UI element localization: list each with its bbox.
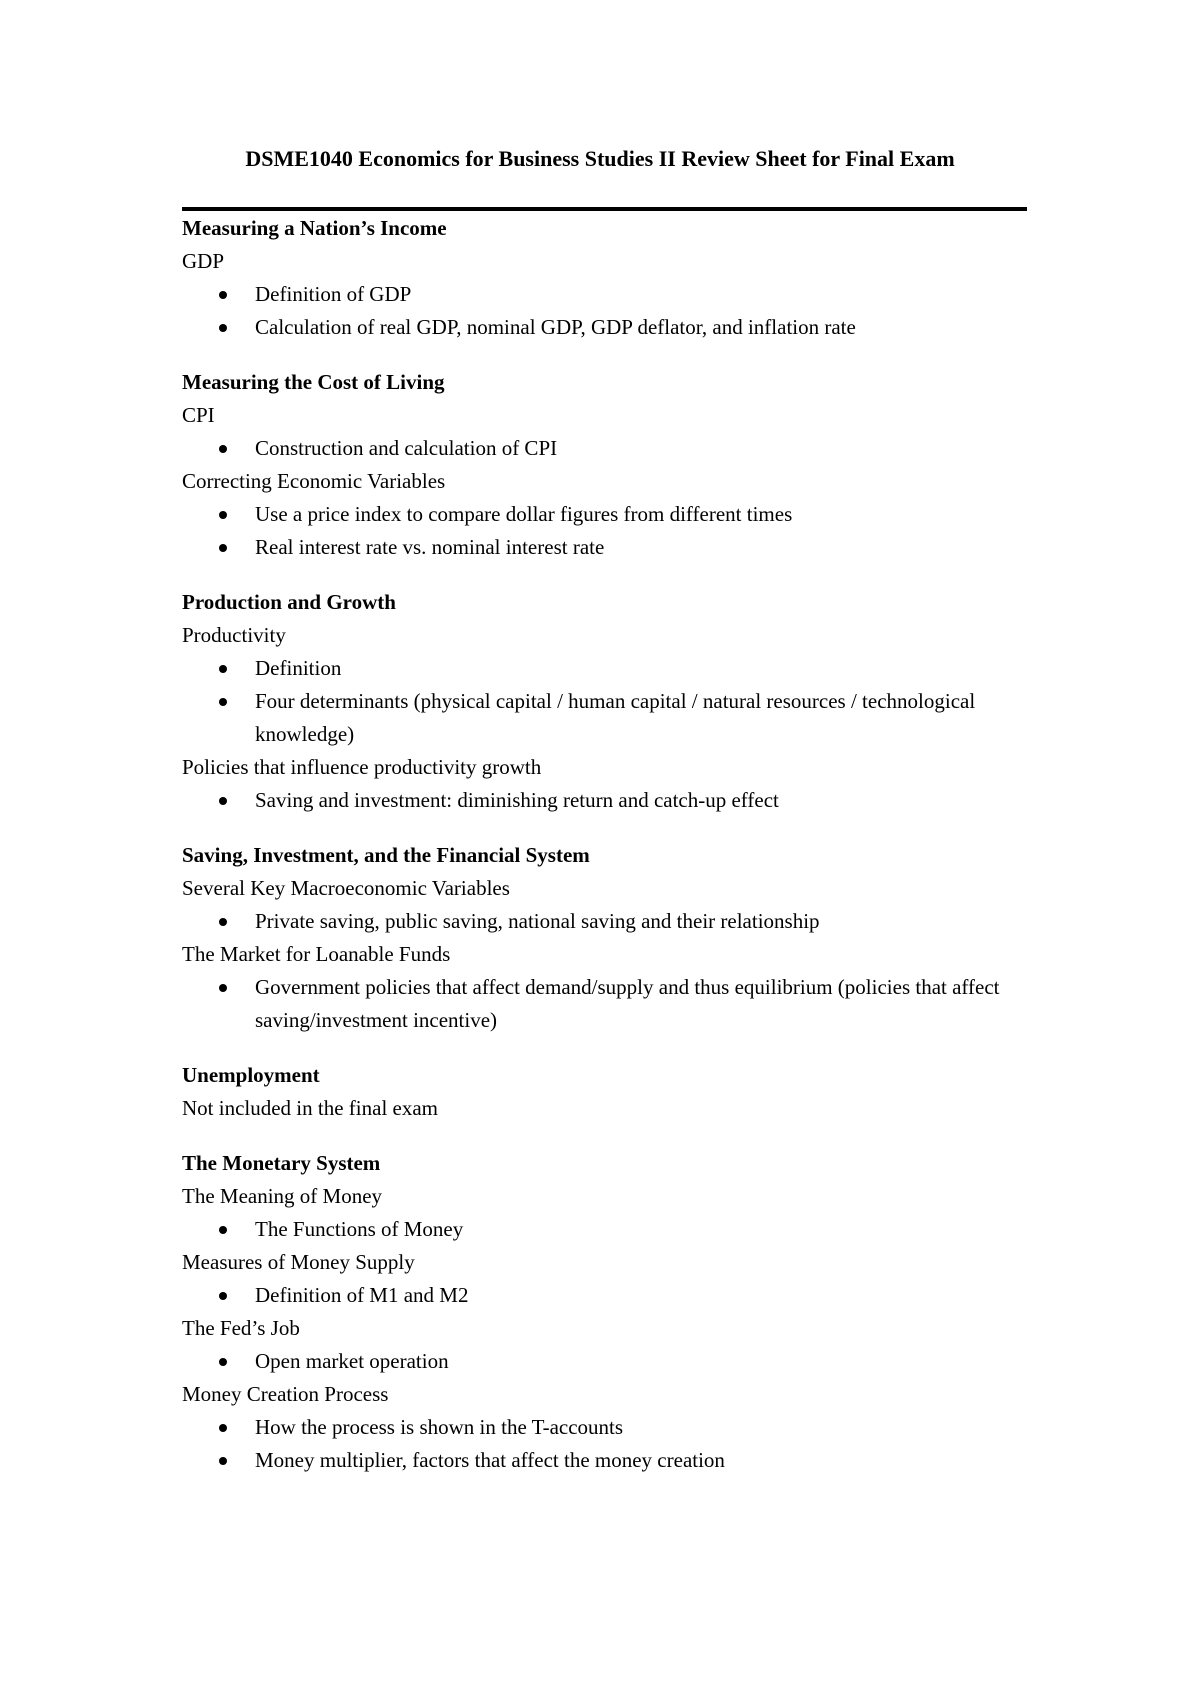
section xyxy=(182,839,1027,1037)
subheading: Money Creation Process xyxy=(182,1382,389,1406)
bullet-icon xyxy=(219,1226,227,1234)
bullet-list xyxy=(182,1213,1027,1246)
bullet-text: Real interest rate vs. nominal interest rate xyxy=(255,535,605,559)
section xyxy=(182,1147,1027,1477)
subheading: Not included in the final exam xyxy=(182,1096,439,1120)
subheading: CPI xyxy=(182,403,215,427)
bullet-list xyxy=(182,1279,1027,1312)
bullet-text: Calculation of real GDP, nominal GDP, GDP deflator, and inflation rate xyxy=(255,315,856,339)
bullet-list xyxy=(182,784,1027,817)
bullet-text: Use a price index to compare dollar figures from different times xyxy=(255,502,793,526)
section-heading: Production and Growth xyxy=(182,590,396,614)
bullet-icon xyxy=(219,511,227,519)
section-heading: Unemployment xyxy=(182,1063,320,1087)
bullet-icon xyxy=(219,1358,227,1366)
bullet-text: Private saving, public saving, national saving and their relationship xyxy=(255,909,820,933)
list-item xyxy=(182,498,1027,531)
bullet-icon xyxy=(219,797,227,805)
bullet-list xyxy=(182,652,1027,751)
section xyxy=(182,586,1027,817)
bullet-text: Money multiplier, factors that affect the money creation xyxy=(255,1448,725,1472)
section xyxy=(182,366,1027,564)
bullet-list xyxy=(182,971,1027,1037)
list-item xyxy=(182,1411,1027,1444)
subheading: Measures of Money Supply xyxy=(182,1250,415,1274)
bullet-icon xyxy=(219,445,227,453)
review-content xyxy=(182,212,1027,1499)
list-item xyxy=(182,311,1027,344)
bullet-text: How the process is shown in the T-accounts xyxy=(255,1415,624,1439)
subheading: Correcting Economic Variables xyxy=(182,469,446,493)
bullet-text: Four determinants (physical capital / human capital / natural resources / technological knowledge) xyxy=(255,689,976,746)
bullet-text: Definition xyxy=(255,656,342,680)
section-heading: Saving, Investment, and the Financial System xyxy=(182,843,590,867)
list-item xyxy=(182,531,1027,564)
subheading: The Market for Loanable Funds xyxy=(182,942,451,966)
bullet-icon xyxy=(219,1292,227,1300)
list-item xyxy=(182,1279,1027,1312)
list-item xyxy=(182,652,1027,685)
bullet-icon xyxy=(219,544,227,552)
bullet-list xyxy=(182,1345,1027,1378)
bullet-icon xyxy=(219,698,227,706)
subheading: Productivity xyxy=(182,623,286,647)
list-item xyxy=(182,432,1027,465)
bullet-list xyxy=(182,432,1027,465)
list-item xyxy=(182,1213,1027,1246)
list-item xyxy=(182,784,1027,817)
bullet-text: Government policies that affect demand/supply and thus equilibrium (policies that affect saving/investment incentive) xyxy=(255,975,1000,1032)
bullet-text: The Functions of Money xyxy=(255,1217,464,1241)
bullet-icon xyxy=(219,665,227,673)
bullet-text: Construction and calculation of CPI xyxy=(255,436,558,460)
section xyxy=(182,1059,1027,1125)
list-item xyxy=(182,685,1027,751)
bullet-list xyxy=(182,905,1027,938)
list-item xyxy=(182,905,1027,938)
subheading: GDP xyxy=(182,249,225,273)
subheading: The Fed’s Job xyxy=(182,1316,300,1340)
title-divider xyxy=(182,207,1027,211)
subheading: Policies that influence productivity growth xyxy=(182,755,542,779)
bullet-icon xyxy=(219,324,227,332)
bullet-text: Definition of GDP xyxy=(255,282,412,306)
document-title: DSME1040 Economics for Business Studies II Review Sheet for Final Exam xyxy=(245,146,955,171)
bullet-text: Open market operation xyxy=(255,1349,449,1373)
bullet-icon xyxy=(219,1457,227,1465)
section-heading: Measuring a Nation’s Income xyxy=(182,216,447,240)
bullet-text: Definition of M1 and M2 xyxy=(255,1283,469,1307)
section-heading: Measuring the Cost of Living xyxy=(182,370,445,394)
section xyxy=(182,212,1027,344)
bullet-list xyxy=(182,1411,1027,1477)
bullet-icon xyxy=(219,291,227,299)
bullet-icon xyxy=(219,918,227,926)
list-item xyxy=(182,971,1027,1037)
list-item xyxy=(182,1345,1027,1378)
bullet-list xyxy=(182,278,1027,344)
subheading: The Meaning of Money xyxy=(182,1184,383,1208)
bullet-icon xyxy=(219,1424,227,1432)
section-heading: The Monetary System xyxy=(182,1151,381,1175)
list-item xyxy=(182,1444,1027,1477)
bullet-text: Saving and investment: diminishing return and catch-up effect xyxy=(255,788,779,812)
bullet-icon xyxy=(219,984,227,992)
subheading: Several Key Macroeconomic Variables xyxy=(182,876,510,900)
bullet-list xyxy=(182,498,1027,564)
list-item xyxy=(182,278,1027,311)
